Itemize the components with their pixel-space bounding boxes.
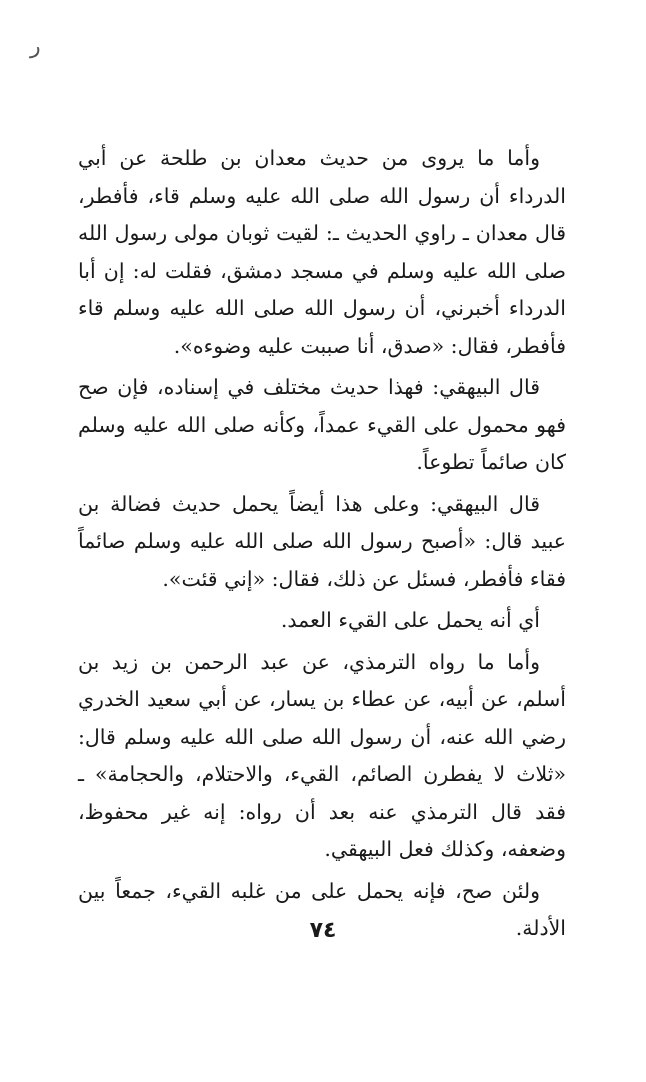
corner-mark: ﺭ xyxy=(30,34,41,59)
page-number: ٧٤ xyxy=(309,918,337,943)
paragraph-5: وأما ما رواه الترمذي، عن عبد الرحمن بن زيد بن أسلم، عن أبيه، عن عطاء بن يسار، عن أبي سعيد الخدري رضي الله عنه، أن رسول الله صلى الله عليه وسلم قال: «ثلاث لا يفطرن الصائم، القيء، والاحتلام، والحجامة» ـ فقد قال الترمذي عنه بعد أن رواه: إنه غير محفوظ، وضعفه، وكذلك فعل البيهقي. xyxy=(78,649,566,861)
paragraph-1: وأما ما يروى من حديث معدان بن طلحة عن أبي الدرداء أن رسول الله صلى الله عليه وسلم قاء، فأفطر، قال معدان ـ راوي الحديث ـ: لقيت ثوبان مولى رسول الله صلى الله عليه وسلم في مسجد دمشق، فقلت له: إن أبا الدرداء أخبرني، أن رسول الله صلى الله عليه وسلم قاء فأفطر، فقال: «صدق، أنا صببت عليه وضوءه». xyxy=(78,146,566,358)
paragraph-6: ولئن صح، فإنه يحمل على من غلبه القيء، جمعاً بين الأدلة. xyxy=(78,878,566,940)
page-body xyxy=(78,140,566,952)
paragraph-2: قال البيهقي: فهذا حديث مختلف في إسناده، فإن صح فهو محمول على القيء عمداً، وكأنه صلى الله عليه وسلم كان صائماً تطوعاً. xyxy=(78,375,566,474)
paragraph-4: أي أنه يحمل على القيء العمد. xyxy=(280,608,540,632)
paragraph-3: قال البيهقي: وعلى هذا أيضاً يحمل حديث فضالة بن عبيد قال: «أصبح رسول الله صلى الله عليه وسلم صائماً فقاء فأفطر، فسئل عن ذلك، فقال: «إني قئت». xyxy=(78,491,566,591)
